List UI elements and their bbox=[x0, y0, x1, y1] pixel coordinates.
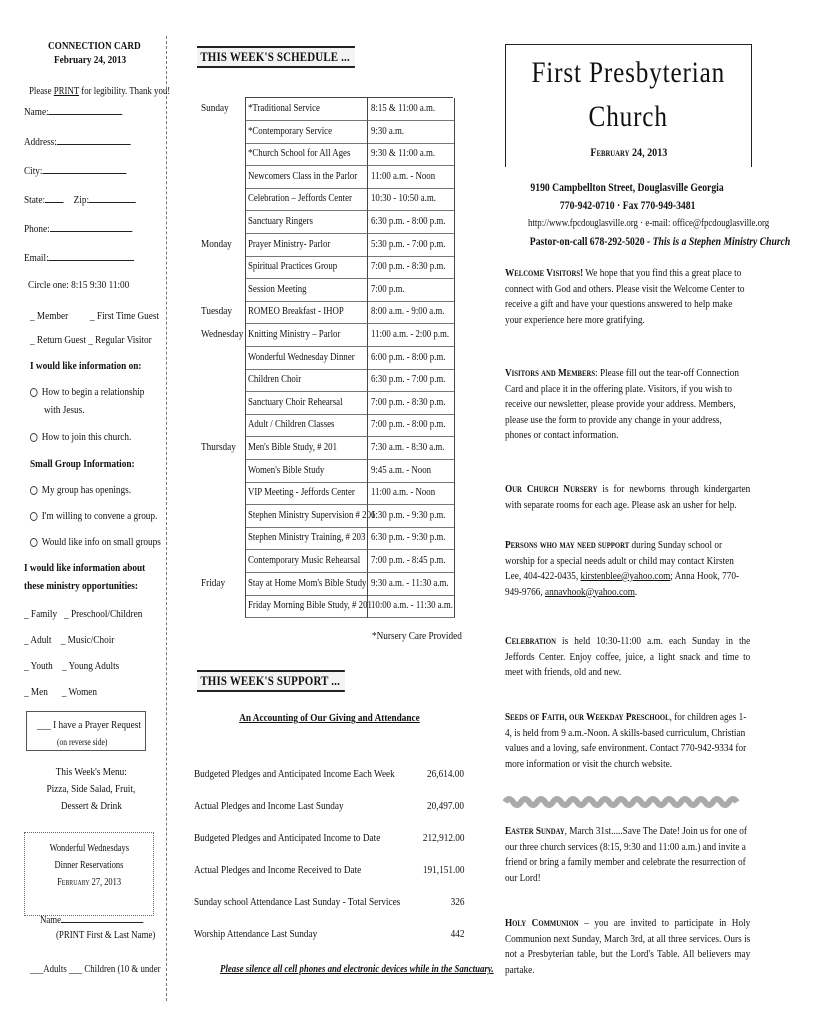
schedule-event: Friday Morning Bible Study, # 201 bbox=[245, 595, 367, 618]
schedule-row bbox=[194, 211, 450, 233]
ww-count-fields[interactable]: ___Adults ___ Children (10 & under bbox=[30, 964, 161, 975]
schedule-time: 9:30 a.m. bbox=[367, 121, 455, 144]
schedule-event: *Church School for All Ages bbox=[245, 143, 367, 166]
ministry-options-adult[interactable]: _ Adult _ Music/Choir bbox=[24, 634, 115, 646]
support-label: Budgeted Pledges and Anticipated Income to Date bbox=[194, 832, 381, 844]
print-note: Please PRINT for legibility. Thank you! bbox=[29, 86, 171, 97]
schedule-time: 6:30 p.m. - 7:00 p.m. bbox=[367, 369, 455, 392]
right-column bbox=[505, 44, 791, 1004]
address-field[interactable]: Address: bbox=[24, 134, 131, 148]
schedule-time: 9:30 a.m. - 11:30 a.m. bbox=[367, 573, 455, 596]
schedule-time: 11:00 a.m. - Noon bbox=[367, 482, 455, 505]
schedule-event: Women's Bible Study bbox=[245, 460, 367, 483]
schedule-time: 6:30 p.m. - 9:30 p.m. bbox=[367, 505, 455, 528]
schedule-time: 10:00 a.m. - 11:30 a.m. bbox=[367, 595, 455, 618]
support-heading: An Accounting of Our Giving and Attendance bbox=[238, 712, 420, 724]
church-name: First Presbyterian bbox=[531, 56, 726, 89]
schedule-event: Sanctuary Choir Rehearsal bbox=[245, 392, 367, 415]
email-field[interactable]: Email: bbox=[24, 250, 134, 264]
church-web[interactable]: http://www.fpcdouglasville.org · e-mail: office@fpcdouglasville.org bbox=[527, 218, 770, 229]
support-label: Actual Pledges and Income Last Sunday bbox=[194, 800, 344, 812]
schedule-time: 6:30 p.m. - 9:30 p.m. bbox=[367, 527, 455, 550]
ministry-heading-cont: these ministry opportunities: bbox=[24, 580, 138, 592]
schedule-event: Celebration – Jeffords Center bbox=[245, 188, 367, 211]
ministry-options-family[interactable]: _ Family _ Preschool/Children bbox=[24, 608, 143, 620]
schedule-row bbox=[194, 460, 450, 482]
schedule-banner: THIS WEEK'S SCHEDULE ... bbox=[197, 46, 355, 68]
support-row bbox=[194, 832, 464, 844]
schedule-day: Monday bbox=[201, 237, 232, 250]
communion-paragraph: Holy Communion – you are invited to participate in Holy Communion next Sunday, March 3rd, at all three services. Ours is not a Presbyterian table, but the Lord's Table. All believers may partake. bbox=[505, 917, 751, 976]
nursery-paragraph: Our Church Nursery is for newborns through kindergarten with separate rooms for each age. Please ask an usher for help. bbox=[505, 483, 751, 511]
schedule-time: 7:00 p.m. bbox=[367, 279, 455, 302]
schedule-time: 11:00 a.m. - Noon bbox=[367, 166, 455, 189]
schedule-row bbox=[194, 347, 450, 369]
group-option-openings[interactable]: My group has openings. bbox=[30, 484, 131, 496]
support-label: Worship Attendance Last Sunday bbox=[194, 928, 318, 940]
schedule-day: Tuesday bbox=[201, 305, 232, 318]
ministry-options-youth[interactable]: _ Youth _ Young Adults bbox=[24, 660, 120, 672]
support-value: 20,497.00 bbox=[427, 800, 464, 812]
schedule-event: Contemporary Music Rehearsal bbox=[245, 550, 367, 573]
schedule-time: 7:00 p.m. - 8:30 p.m. bbox=[367, 392, 455, 415]
schedule-row bbox=[194, 121, 450, 143]
schedule-row bbox=[194, 505, 450, 527]
schedule-event: Adult / Children Classes bbox=[245, 414, 367, 437]
support-value: 326 bbox=[450, 896, 464, 908]
schedule-row bbox=[194, 279, 450, 301]
support-row bbox=[194, 800, 464, 812]
group-option-info[interactable]: Would like info on small groups bbox=[30, 536, 161, 548]
church-address: 9190 Campbellton Street, Douglasville Georgia bbox=[530, 182, 725, 194]
schedule-event: Spiritual Practices Group bbox=[245, 256, 367, 279]
wavy-divider bbox=[505, 796, 737, 808]
middle-column bbox=[194, 40, 494, 1000]
church-phone: 770-942-0710 · Fax 770-949-3481 bbox=[559, 200, 696, 212]
connection-card bbox=[16, 36, 171, 1001]
menu-title: This Week's Menu: bbox=[55, 766, 127, 778]
radio-icon[interactable] bbox=[30, 388, 38, 397]
email-link[interactable]: annavhook@yahoo.com bbox=[545, 585, 635, 598]
ww-title: Wonderful Wednesdays bbox=[49, 843, 129, 854]
schedule-time: 7:00 p.m. - 8:45 p.m. bbox=[367, 550, 455, 573]
schedule-top-border bbox=[245, 97, 453, 98]
ww-name-field[interactable]: Name bbox=[40, 912, 143, 926]
easter-paragraph: Easter Sunday, March 31st.....Save The Date! Join us for one of our three church services (8:15, 9:30 and 11:00 a.m.) and invite a friend or bring a family member and celebrate the resurrection of our Lord! bbox=[505, 825, 747, 884]
schedule-day: Sunday bbox=[201, 102, 229, 114]
schedule-row bbox=[194, 188, 450, 210]
menu-line: Pizza, Side Salad, Fruit, bbox=[46, 783, 136, 795]
support-value: 212,912.00 bbox=[422, 832, 464, 844]
schedule-event: ROMEO Breakfast - IHOP bbox=[245, 301, 367, 324]
schedule-event: Children Choir bbox=[245, 369, 367, 392]
radio-icon[interactable] bbox=[30, 486, 38, 495]
schedule-event: Stephen Ministry Supervision # 201 bbox=[245, 505, 367, 528]
schedule-row bbox=[194, 98, 450, 120]
schedule-row bbox=[194, 595, 453, 617]
church-header bbox=[505, 44, 752, 167]
nursery-care-note: *Nursery Care Provided bbox=[372, 630, 462, 642]
schedule-time: 9:45 a.m. - Noon bbox=[367, 460, 455, 483]
small-group-heading: Small Group Information: bbox=[30, 458, 135, 470]
menu-line: Dessert & Drink bbox=[60, 800, 122, 812]
radio-icon[interactable] bbox=[30, 512, 38, 521]
schedule-event: Men's Bible Study, # 201 bbox=[245, 437, 367, 460]
schedule-time: 8:15 & 11:00 a.m. bbox=[367, 98, 455, 121]
state-zip-field[interactable]: State: Zip: bbox=[24, 192, 136, 206]
schedule-time: 5:30 p.m. - 7:00 p.m. bbox=[367, 234, 455, 257]
info-option-relationship[interactable]: How to begin a relationship bbox=[30, 386, 144, 398]
pastor-on-call: Pastor-on-call 678-292-5020 - This is a Stephen Ministry Church bbox=[529, 236, 791, 248]
schedule-row bbox=[194, 234, 450, 256]
ww-line: Dinner Reservations bbox=[54, 860, 124, 871]
schedule-row bbox=[194, 414, 450, 436]
schedule-event: Stay at Home Mom's Bible Study bbox=[245, 573, 367, 596]
card-title: CONNECTION CARD bbox=[48, 40, 141, 52]
visitors-members-paragraph: Visitors and Members: Please fill out the tear-off Connection Card and place it in the offering plate. Visitors, if you wish to receive our newsletter, please provide your address. Members, please use the form to provide any change in your address, phones or contact information. bbox=[505, 367, 739, 441]
support-banner: THIS WEEK'S SUPPORT ... bbox=[197, 670, 345, 692]
service-circle-one[interactable]: Circle one: 8:15 9:30 11:00 bbox=[28, 279, 130, 291]
phone-field[interactable]: Phone: bbox=[24, 221, 132, 235]
menu-block bbox=[16, 766, 166, 826]
schedule-day: Friday bbox=[201, 576, 226, 589]
schedule-event: *Contemporary Service bbox=[245, 121, 367, 144]
schedule-event: Prayer Ministry- Parlor bbox=[245, 234, 367, 257]
schedule-row bbox=[194, 256, 450, 278]
schedule-event: *Traditional Service bbox=[245, 98, 367, 121]
info-option-join[interactable]: How to join this church. bbox=[30, 431, 131, 443]
schedule-day: Wednesday bbox=[201, 328, 244, 340]
support-row bbox=[194, 864, 464, 876]
schedule-event: Knitting Ministry – Parlor bbox=[245, 324, 367, 347]
ww-print-note: (PRINT First & Last Name) bbox=[56, 930, 156, 941]
church-name-2: Church bbox=[588, 100, 669, 133]
support-value: 191,151.00 bbox=[422, 864, 464, 876]
welcome-paragraph: Welcome Visitors! We hope that you find this a great place to connect with God and others. Please visit the Welcome Center to receive a gift and have your questions answered to help make your experience here more gratifying. bbox=[505, 267, 745, 326]
support-row bbox=[194, 928, 464, 940]
wonderful-wednesday-box bbox=[24, 832, 154, 916]
schedule-time: 6:00 p.m. - 8:00 p.m. bbox=[367, 347, 455, 370]
schedule-day: Thursday bbox=[201, 441, 236, 453]
seeds-of-faith-paragraph: Seeds of Faith, our Weekday Preschool, for children ages 1-4, is held from 9 a.m.-Noon. A skills-based curriculum, Christian values and a loving, safe environment. Contact 770-942-9334 for more information or visit the church website. bbox=[505, 711, 747, 770]
prayer-request-box[interactable] bbox=[26, 711, 146, 751]
schedule-event: Wonderful Wednesday Dinner bbox=[245, 347, 367, 370]
ministry-heading: I would like information about bbox=[24, 562, 146, 574]
schedule-row bbox=[194, 527, 450, 549]
prayer-request-note: (on reverse side) bbox=[57, 737, 108, 747]
name-field[interactable]: Name: bbox=[24, 104, 123, 118]
schedule-row bbox=[194, 573, 450, 595]
ww-date: February 27, 2013 bbox=[57, 877, 121, 888]
schedule-time: 7:30 a.m. - 8:30 a.m. bbox=[367, 437, 455, 460]
schedule-row bbox=[194, 437, 450, 459]
ministry-options-men[interactable]: _ Men _ Women bbox=[24, 686, 98, 698]
support-row bbox=[194, 768, 464, 780]
schedule-event: Sanctuary Ringers bbox=[245, 211, 367, 234]
schedule-event: Newcomers Class in the Parlor bbox=[245, 166, 367, 189]
member-option[interactable]: _ Member bbox=[30, 310, 69, 322]
schedule-row bbox=[194, 550, 450, 572]
support-value: 26,614.00 bbox=[427, 768, 464, 780]
group-option-convene[interactable]: I'm willing to convene a group. bbox=[30, 510, 157, 522]
schedule-row bbox=[194, 166, 450, 188]
schedule-time: 11:00 a.m. - 2:00 p.m. bbox=[367, 324, 455, 347]
schedule-time: 6:30 p.m. - 8:00 p.m. bbox=[367, 211, 455, 234]
schedule-time: 7:00 p.m. - 8:30 p.m. bbox=[367, 256, 455, 279]
support-label: Actual Pledges and Income Received to Date bbox=[194, 864, 362, 876]
info-option-relationship-cont: with Jesus. bbox=[44, 404, 85, 416]
info-heading: I would like information on: bbox=[30, 360, 142, 372]
first-time-guest-option[interactable]: _ First Time Guest bbox=[90, 310, 160, 322]
schedule-row bbox=[194, 392, 450, 414]
schedule-event: Stephen Ministry Training, # 203 bbox=[245, 527, 367, 550]
schedule-row bbox=[194, 482, 450, 504]
card-date: February 24, 2013 bbox=[54, 54, 127, 66]
prayer-request-label: ___ I have a Prayer Request bbox=[37, 719, 141, 731]
city-field[interactable]: City: bbox=[24, 163, 126, 177]
support-row bbox=[194, 896, 464, 908]
support-label: Sunday school Attendance Last Sunday - Total Services bbox=[194, 896, 401, 908]
guest-visitor-options[interactable]: _ Return Guest _ Regular Visitor bbox=[30, 334, 152, 346]
radio-icon[interactable] bbox=[30, 433, 38, 442]
special-needs-paragraph: Persons who may need support during Sunday school or worship for a special needs adult or child may contact Kirsten Lee, 404-422-0435, kirstenblee@yahoo.com; Anna Hook, 770-949-9766, annavhook@yahoo.com. bbox=[505, 539, 740, 598]
silence-note: Please silence all cell phones and electronic devices while in the Sanctuary. bbox=[220, 964, 494, 975]
header-date: February 24, 2013 bbox=[590, 145, 667, 159]
schedule-row bbox=[194, 369, 450, 391]
schedule-time: 7:00 p.m. - 8:00 p.m. bbox=[367, 414, 455, 437]
email-link[interactable]: kirstenblee@yahoo.com bbox=[580, 570, 671, 582]
support-label: Budgeted Pledges and Anticipated Income Each Week bbox=[194, 768, 395, 780]
schedule-time: 10:30 - 10:50 a.m. bbox=[367, 188, 455, 211]
celebration-paragraph: Celebration is held 10:30-11:00 a.m. each Sunday in the Jeffords Center. Enjoy coffee, juice, a light snack and time to meet with friends, old and new. bbox=[505, 635, 751, 678]
schedule-row bbox=[194, 301, 450, 323]
support-value: 442 bbox=[450, 928, 464, 940]
schedule-event: Session Meeting bbox=[245, 279, 367, 302]
schedule-row bbox=[194, 143, 450, 165]
radio-icon[interactable] bbox=[30, 538, 38, 547]
schedule-time: 9:30 & 11:00 a.m. bbox=[367, 143, 455, 166]
schedule-event: VIP Meeting - Jeffords Center bbox=[245, 482, 367, 505]
schedule-row bbox=[194, 324, 450, 346]
schedule-time: 8:00 a.m. - 9:00 a.m. bbox=[367, 301, 455, 324]
